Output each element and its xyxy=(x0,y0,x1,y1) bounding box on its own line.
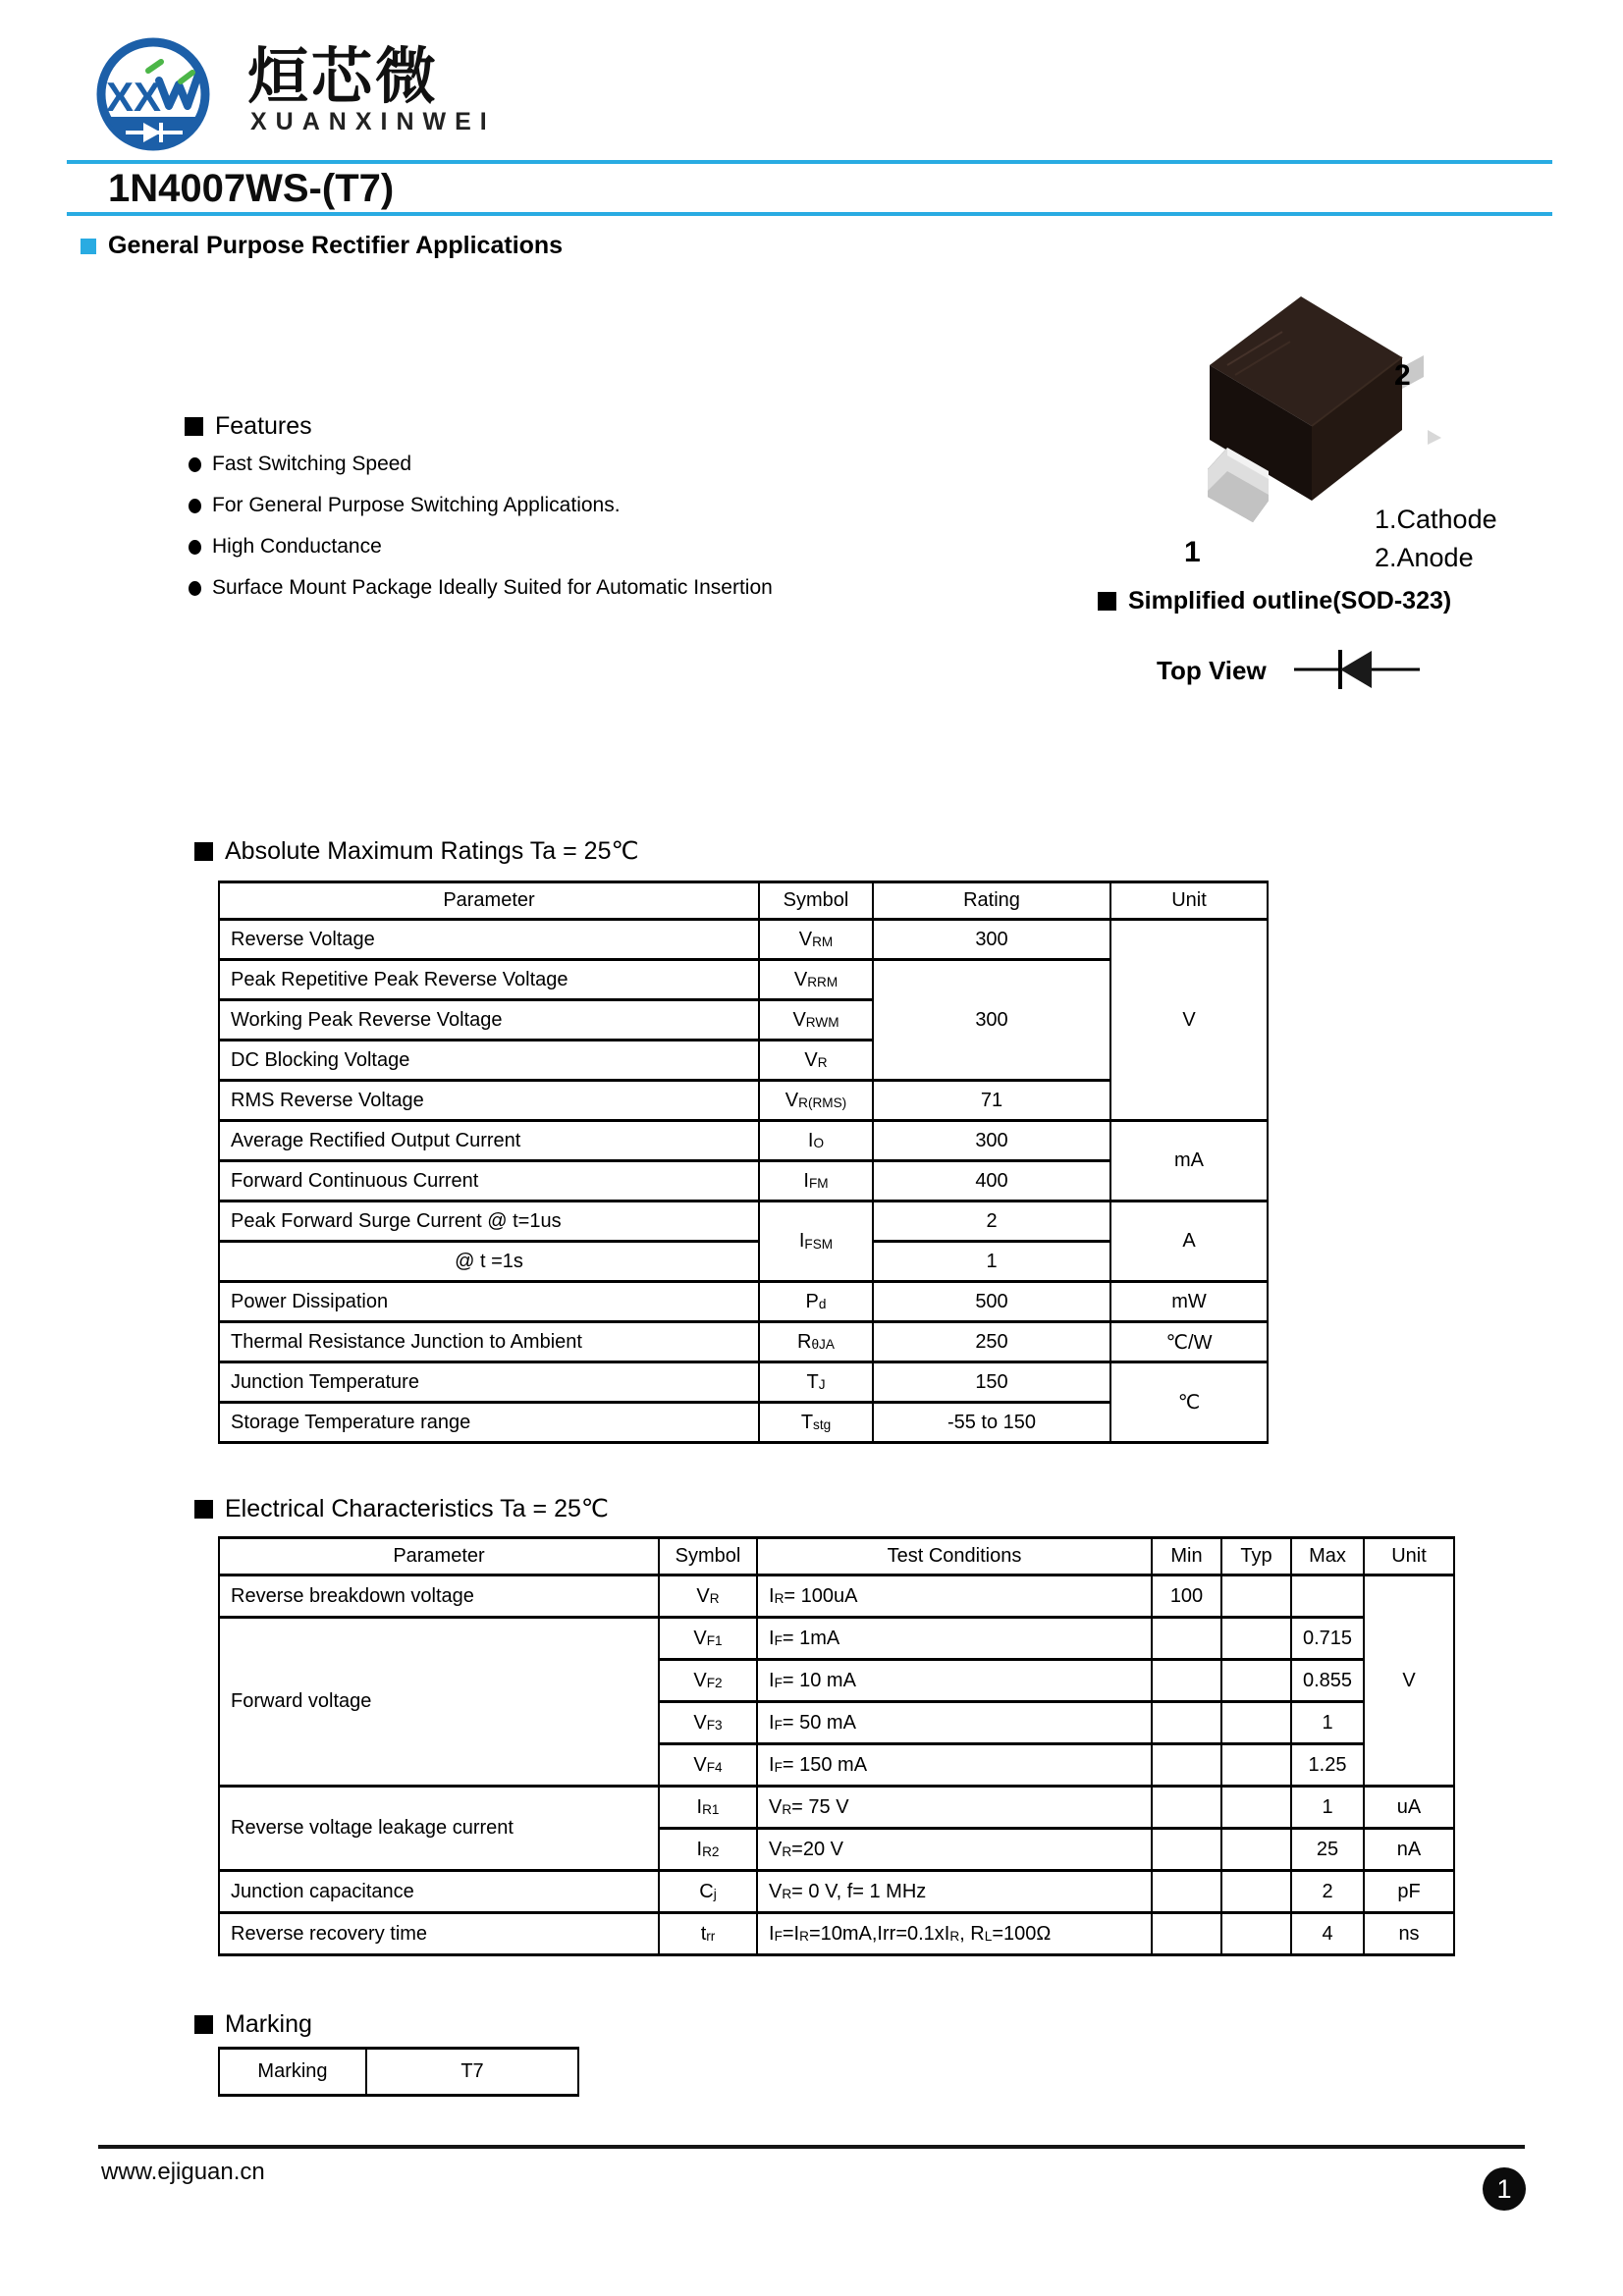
parameter-cell: Storage Temperature range xyxy=(219,1403,759,1443)
col-header: Rating xyxy=(873,882,1110,920)
unit-cell: mA xyxy=(1110,1121,1268,1201)
page-number: 1 xyxy=(1496,2173,1512,2204)
unit-cell: mW xyxy=(1110,1282,1268,1322)
col-header: Unit xyxy=(1364,1538,1454,1575)
outline-heading: Simplified outline(SOD-323) xyxy=(1128,587,1452,614)
diode-symbol-icon xyxy=(1294,648,1422,691)
brand-name-cn: 烜芯微 xyxy=(247,43,440,111)
rating-cell: 300 xyxy=(873,920,1110,960)
marking-label-cell: Marking xyxy=(219,2049,366,2096)
table-row xyxy=(219,1787,1454,1829)
conditions-cell: $V_R= 0$ V, f= 1 MHz xyxy=(757,1871,1152,1913)
max-cell: 25 xyxy=(1291,1829,1364,1871)
parameter-cell: Junction Temperature xyxy=(219,1362,759,1403)
symbol-cell: $V_{F2}$ xyxy=(659,1660,757,1702)
symbol-cell: $t_{rr}$ xyxy=(659,1913,757,1955)
min-cell xyxy=(1152,1702,1221,1744)
typ-cell xyxy=(1221,1913,1291,1955)
table-row xyxy=(219,1362,1268,1403)
min-cell xyxy=(1152,1913,1221,1955)
conditions-cell: $V_R= 75$ V xyxy=(757,1787,1152,1829)
parameter-cell: Forward voltage xyxy=(219,1618,659,1787)
abs-max-heading: Absolute Maximum Ratings Ta = 25℃ xyxy=(225,837,639,865)
bullet-icon xyxy=(189,499,201,513)
marking-value-cell: T7 xyxy=(366,2049,578,2096)
col-header: Parameter xyxy=(219,1538,659,1575)
brand-name-en: XUANXINWEI xyxy=(250,108,496,135)
symbol-cell: $V_{RWM}$ xyxy=(759,1000,873,1041)
table-row xyxy=(219,1282,1268,1322)
unit-cell: V xyxy=(1110,920,1268,1121)
typ-cell xyxy=(1221,1702,1291,1744)
unit-cell: V xyxy=(1364,1575,1454,1787)
section-marker-icon xyxy=(194,1500,213,1519)
col-header: Symbol xyxy=(659,1538,757,1575)
col-header: Test Conditions xyxy=(757,1538,1152,1575)
symbol-cell: $C_j$ xyxy=(659,1871,757,1913)
marking-heading: Marking xyxy=(225,2010,312,2038)
typ-cell xyxy=(1221,1660,1291,1702)
symbol-cell: $I_{FSM}$ xyxy=(759,1201,873,1282)
symbol-cell: $V_{RM}$ xyxy=(759,920,873,960)
typ-cell xyxy=(1221,1871,1291,1913)
symbol-cell: $I_O$ xyxy=(759,1121,873,1161)
unit-cell: A xyxy=(1110,1201,1268,1282)
symbol-cell: $I_{R1}$ xyxy=(659,1787,757,1829)
max-cell: 4 xyxy=(1291,1913,1364,1955)
conditions-cell: $I_F= 1mA$ xyxy=(757,1618,1152,1660)
typ-cell xyxy=(1221,1829,1291,1871)
rating-cell: 400 xyxy=(873,1161,1110,1201)
col-header: Unit xyxy=(1110,882,1268,920)
min-cell: 100 xyxy=(1152,1575,1221,1618)
symbol-cell: $P_d$ xyxy=(759,1282,873,1322)
parameter-cell: Thermal Resistance Junction to Ambient xyxy=(219,1322,759,1362)
conditions-cell: $I_F= 50$ mA xyxy=(757,1702,1152,1744)
pin-legend-anode: 2.Anode xyxy=(1375,543,1474,572)
typ-cell xyxy=(1221,1787,1291,1829)
feature-item-text: Surface Mount Package Ideally Suited for Automatic Insertion xyxy=(212,576,773,599)
rating-cell: 300 xyxy=(873,1121,1110,1161)
parameter-cell: RMS Reverse Voltage xyxy=(219,1081,759,1121)
section-marker-icon xyxy=(194,2015,213,2034)
brand-logo-icon xyxy=(92,35,216,155)
rating-cell: 500 xyxy=(873,1282,1110,1322)
rating-cell: 71 xyxy=(873,1081,1110,1121)
svg-text:XX: XX xyxy=(106,74,162,120)
pin2-label: 2 xyxy=(1394,359,1411,392)
max-cell: 0.715 xyxy=(1291,1618,1364,1660)
min-cell xyxy=(1152,1618,1221,1660)
bullet-icon xyxy=(189,540,201,555)
bullet-icon xyxy=(189,457,201,472)
parameter-cell: Junction capacitance xyxy=(219,1871,659,1913)
table-row xyxy=(219,1081,1268,1121)
min-cell xyxy=(1152,1829,1221,1871)
part-number-title: 1N4007WS-(T7) xyxy=(108,167,395,210)
col-header: Typ xyxy=(1221,1538,1291,1575)
section-marker-icon xyxy=(194,842,213,861)
max-cell: 1 xyxy=(1291,1702,1364,1744)
parameter-cell: Peak Repetitive Peak Reverse Voltage xyxy=(219,960,759,1000)
max-cell: 0.855 xyxy=(1291,1660,1364,1702)
feature-item-text: High Conductance xyxy=(212,535,382,558)
rating-cell: -55 to 150 xyxy=(873,1403,1110,1443)
typ-cell xyxy=(1221,1575,1291,1618)
footer-website: www.ejiguan.cn xyxy=(101,2159,265,2185)
pin-legend xyxy=(1375,501,1497,577)
page-number-badge xyxy=(1483,2167,1526,2211)
unit-cell: ℃ xyxy=(1110,1362,1268,1443)
max-cell: 1.25 xyxy=(1291,1744,1364,1787)
parameter-cell: Reverse breakdown voltage xyxy=(219,1575,659,1618)
parameter-cell: Reverse recovery time xyxy=(219,1913,659,1955)
table-row xyxy=(219,1201,1268,1242)
features-heading: Features xyxy=(215,412,312,440)
parameter-cell: @ t =1s xyxy=(219,1242,759,1282)
typ-cell xyxy=(1221,1618,1291,1660)
table-header-row xyxy=(219,1538,1454,1575)
typ-cell xyxy=(1221,1744,1291,1787)
symbol-cell: $T_{stg}$ xyxy=(759,1403,873,1443)
symbol-cell: $V_{F4}$ xyxy=(659,1744,757,1787)
min-cell xyxy=(1152,1787,1221,1829)
parameter-cell: Peak Forward Surge Current @ t=1us xyxy=(219,1201,759,1242)
footer-divider xyxy=(98,2145,1525,2149)
col-header: Max xyxy=(1291,1538,1364,1575)
symbol-cell: $V_R$ xyxy=(759,1041,873,1081)
parameter-cell: Average Rectified Output Current xyxy=(219,1121,759,1161)
max-cell xyxy=(1291,1575,1364,1618)
header-divider xyxy=(67,160,1552,164)
bullet-icon xyxy=(189,581,201,596)
parameter-cell: Working Peak Reverse Voltage xyxy=(219,1000,759,1041)
max-cell: 1 xyxy=(1291,1787,1364,1829)
table-row xyxy=(219,960,1268,1000)
feature-item-text: For General Purpose Switching Applications. xyxy=(212,494,621,516)
min-cell xyxy=(1152,1871,1221,1913)
parameter-cell: Power Dissipation xyxy=(219,1282,759,1322)
symbol-cell: $V_{F3}$ xyxy=(659,1702,757,1744)
conditions-cell: $V_R=20$ V xyxy=(757,1829,1152,1871)
table-row xyxy=(219,1618,1454,1660)
unit-cell: uA xyxy=(1364,1787,1454,1829)
table-row xyxy=(219,1575,1454,1618)
section-marker-icon xyxy=(1098,592,1116,611)
parameter-cell: Reverse Voltage xyxy=(219,920,759,960)
conditions-cell: $I_F= 150$ mA xyxy=(757,1744,1152,1787)
electrical-table xyxy=(218,1536,1455,1956)
symbol-cell: $R_{\theta JA}$ xyxy=(759,1322,873,1362)
rating-cell: 250 xyxy=(873,1322,1110,1362)
table-row xyxy=(219,1242,1268,1282)
min-cell xyxy=(1152,1660,1221,1702)
pin-legend-cathode: 1.Cathode xyxy=(1375,505,1497,534)
col-header: Min xyxy=(1152,1538,1221,1575)
symbol-cell: $V_{F1}$ xyxy=(659,1618,757,1660)
max-cell: 2 xyxy=(1291,1871,1364,1913)
feature-item-text: Fast Switching Speed xyxy=(212,453,412,475)
conditions-cell: $I_F=I_R=10mA,Irr=0.1xI_R$, $R_L=100\Omega$ xyxy=(757,1913,1152,1955)
application-title: General Purpose Rectifier Applications xyxy=(108,232,564,259)
table-row xyxy=(219,920,1268,960)
accent-square-icon xyxy=(81,239,96,254)
min-cell xyxy=(1152,1744,1221,1787)
abs-max-table xyxy=(218,881,1269,1444)
unit-cell: ℃/W xyxy=(1110,1322,1268,1362)
electrical-heading: Electrical Characteristics Ta = 25℃ xyxy=(225,1495,609,1522)
symbol-cell: $V_{R(RMS)}$ xyxy=(759,1081,873,1121)
col-header: Symbol xyxy=(759,882,873,920)
table-row xyxy=(219,2049,578,2096)
table-row xyxy=(219,1403,1268,1443)
rating-cell: 300 xyxy=(873,960,1110,1081)
table-row xyxy=(219,1121,1268,1161)
table-row xyxy=(219,1161,1268,1201)
parameter-cell: DC Blocking Voltage xyxy=(219,1041,759,1081)
marking-table xyxy=(218,2047,579,2097)
table-header-row xyxy=(219,882,1268,920)
unit-cell: ns xyxy=(1364,1913,1454,1955)
symbol-cell: $I_{FM}$ xyxy=(759,1161,873,1201)
symbol-cell: $T_J$ xyxy=(759,1362,873,1403)
parameter-cell: Reverse voltage leakage current xyxy=(219,1787,659,1871)
unit-cell: nA xyxy=(1364,1829,1454,1871)
rating-cell: 1 xyxy=(873,1242,1110,1282)
table-row xyxy=(219,1913,1454,1955)
top-view-label: Top View xyxy=(1157,656,1267,685)
table-row xyxy=(219,1871,1454,1913)
conditions-cell: $I_F= 10$ mA xyxy=(757,1660,1152,1702)
symbol-cell: $V_{RRM}$ xyxy=(759,960,873,1000)
unit-cell: pF xyxy=(1364,1871,1454,1913)
col-header: Parameter xyxy=(219,882,759,920)
title-divider xyxy=(67,212,1552,216)
rating-cell: 2 xyxy=(873,1201,1110,1242)
conditions-cell: $I_R= 100uA$ xyxy=(757,1575,1152,1618)
parameter-cell: Forward Continuous Current xyxy=(219,1161,759,1201)
table-row xyxy=(219,1322,1268,1362)
pin1-label: 1 xyxy=(1184,536,1201,568)
symbol-cell: $V_R$ xyxy=(659,1575,757,1618)
rating-cell: 150 xyxy=(873,1362,1110,1403)
section-marker-icon xyxy=(185,417,203,436)
symbol-cell: $I_{R2}$ xyxy=(659,1829,757,1871)
